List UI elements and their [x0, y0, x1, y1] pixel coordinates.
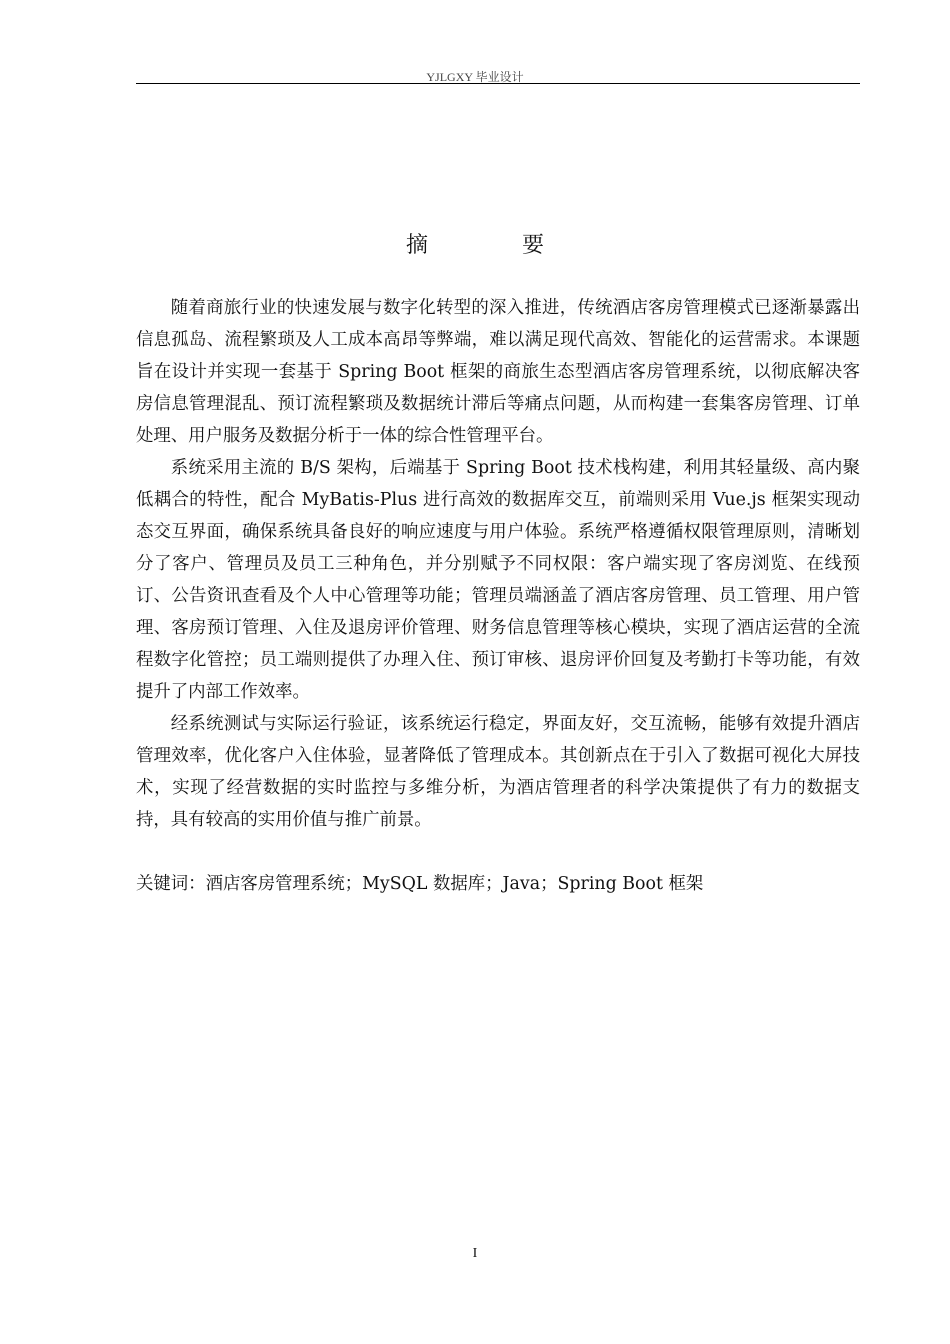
abstract-paragraph: 随着商旅行业的快速发展与数字化转型的深入推进，传统酒店客房管理模式已逐渐暴露出信息孤岛、流程繁琐及人工成本高昂等弊端，难以满足现代高效、智能化的运营需求。本课题旨在设计并实现一套基于 Spring Boot 框架的商旅生态型酒店客房管理系统，以彻底解决客房信息管理混乱、预订流程繁琐及数据统计滞后等痛点问题，从而构建一套集客房管理、订单处理、用户服务及数据分析于一体的综合性管理平台。 — [136, 298, 860, 446]
abstract-paragraph: 系统采用主流的 B/S 架构，后端基于 Spring Boot 技术栈构建，利用其轻量级、高内聚低耦合的特性，配合 MyBatis-Plus 进行高效的数据库交互，前端则采用 Vue.js 框架实现动态交互界面，确保系统具备良好的响应速度与用户体验。系统严格遵循权限管理原则，清晰划分了客户、管理员及员工三种角色，并分别赋予不同权限：客户端实现了客房浏览、在线预订、公告资讯查看及个人中心管理等功能；管理员端涵盖了酒店客房管理、员工管理、用户管理、客房预订管理、入住及退房评价管理、财务信息管理等核心模块，实现了酒店运营的全流程数字化管控；员工端则提供了办理入住、预订审核、退房评价回复及考勤打卡等功能，有效提升了内部工作效率。 — [136, 458, 860, 702]
keywords-text: 酒店客房管理系统；MySQL 数据库；Java；Spring Boot 框架 — [205, 874, 704, 894]
abstract-body — [136, 292, 860, 836]
running-header: YJLGXY 毕业设计 — [426, 70, 524, 84]
abstract-paragraph: 经系统测试与实际运行验证，该系统运行稳定，界面友好，交互流畅，能够有效提升酒店管理效率，优化客户入住体验，显著降低了管理成本。其创新点在于引入了数据可视化大屏技术，实现了经营数据的实时监控与多维分析，为酒店管理者的科学决策提供了有力的数据支持，具有较高的实用价值与推广前景。 — [136, 714, 860, 830]
keywords-label: 关键词： — [136, 874, 206, 894]
page-number: I — [472, 1246, 478, 1261]
header-rule — [136, 83, 860, 84]
keywords-line — [136, 868, 860, 900]
page-title: 摘 要 — [405, 233, 580, 258]
